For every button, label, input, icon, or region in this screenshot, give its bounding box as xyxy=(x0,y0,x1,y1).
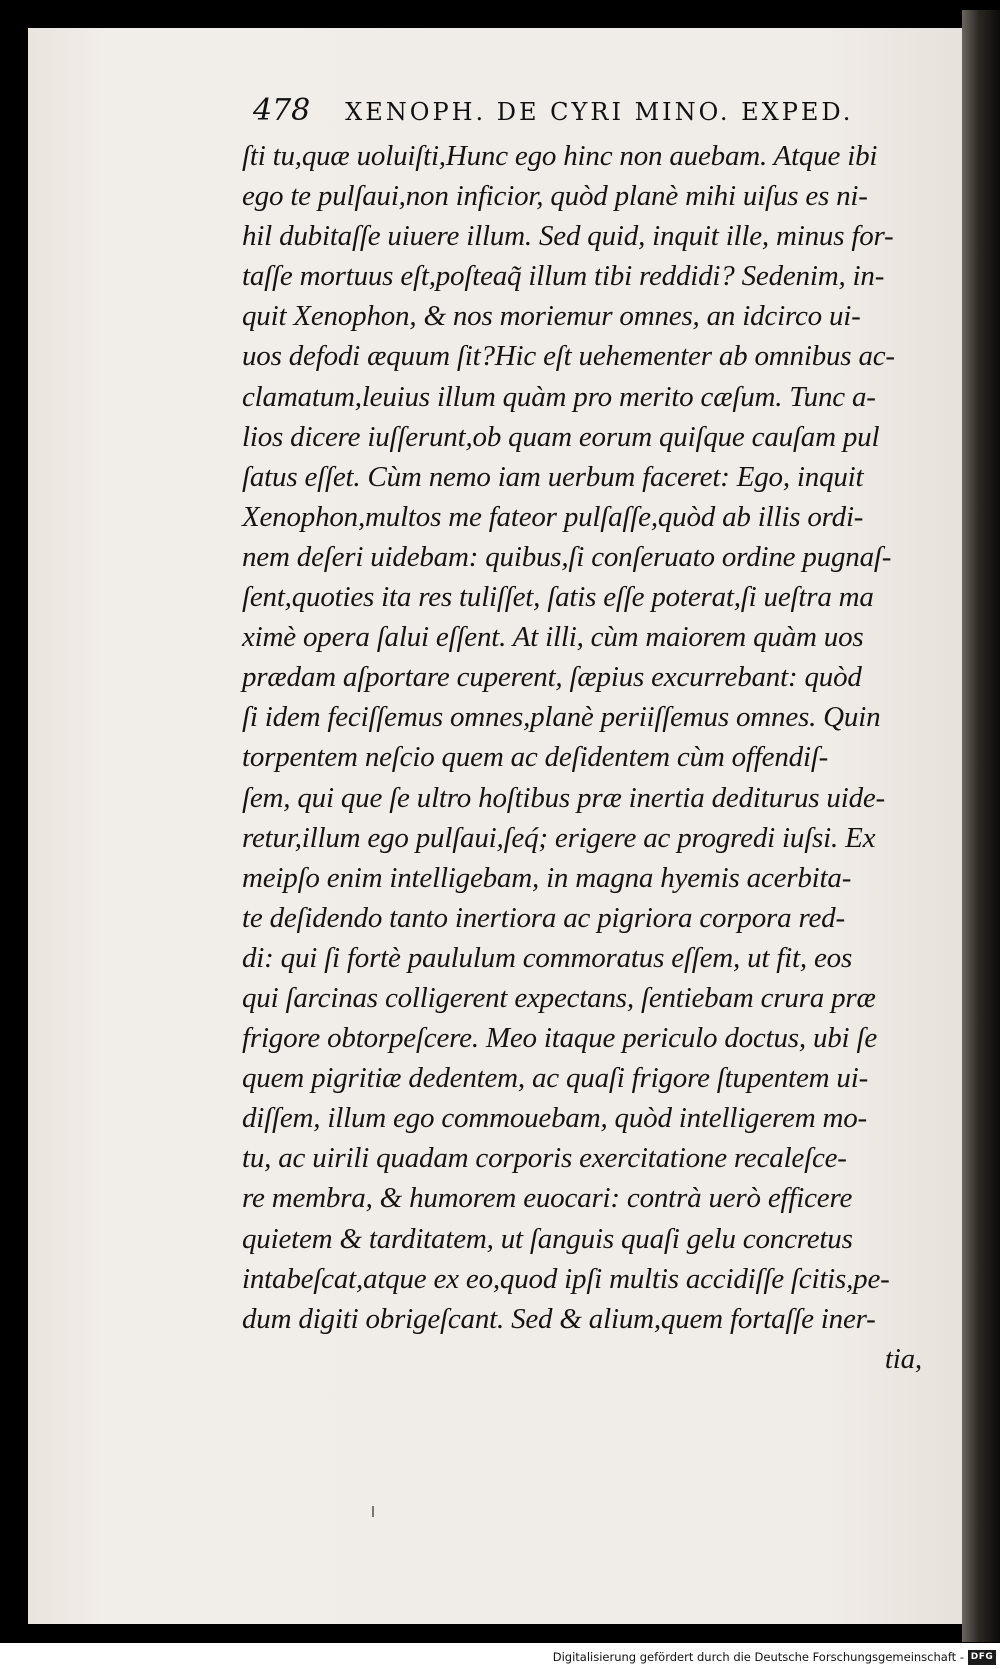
text-line: intabeſcat,atque ex eo,quod ipſi multis accidiſſe ſcitis,pe- xyxy=(242,1262,890,1295)
text-line: meipſo enim intelligebam, in magna hyemis acerbita- xyxy=(242,861,852,894)
text-line: ego te pulſaui,non inficior, quòd planè mihi uiſus es ni- xyxy=(242,180,868,213)
stray-mark xyxy=(372,1506,374,1517)
text-line: ximè opera ſalui eſſent. At illi, cùm maiorem quàm uos xyxy=(242,621,864,654)
text-line: re membra, & humorem euocari: contrà uerò efficere xyxy=(242,1182,853,1215)
text-line: ſem, qui que ſe ultro hoſtibus præ inertia dediturus uide- xyxy=(242,781,886,814)
text-line: Xenophon,multos me fateor pulſaſſe,quòd ab illis ordi- xyxy=(242,500,864,533)
text-line: ſti tu,quæ uoluiſti,Hunc ego hinc non auebam. Atque ibi xyxy=(242,140,878,172)
book-gutter xyxy=(962,10,1000,1642)
text-line: diſſem, illum ego commouebam, quòd intelligerem mo- xyxy=(242,1102,867,1135)
text-line: uos defodi æquum ſit?Hic eſt uehementer ab omnibus ac- xyxy=(242,340,895,373)
text-line: retur,illum ego pulſaui,ſeq́; erigere ac progredi iuſsi. Ex xyxy=(242,821,876,854)
text-line: clamatum,leuius illum quàm pro merito cæſum. Tunc a- xyxy=(242,380,876,413)
text-line: quit Xenophon, & nos moriemur omnes, an idcirco ui- xyxy=(242,300,861,333)
text-line: qui ſarcinas colligerent expectans, ſentiebam crura præ xyxy=(242,981,876,1014)
text-line: nem deſeri uidebam: quibus,ſi conſeruato ordine pugnaſ- xyxy=(242,540,892,573)
text-line: ſent,quoties ita res tuliſſet, ſatis eſſe poterat,ſi ueſtra ma xyxy=(242,581,874,614)
dfg-logo: DFG xyxy=(968,1650,996,1665)
text-line: dum digiti obrigeſcant. Sed & alium,quem fortaſſe iner- xyxy=(242,1302,876,1335)
text-line: hil dubitaſſe uiuere illum. Sed quid, inquit ille, minus for- xyxy=(242,220,894,253)
text-line: di: qui ſi fortè paululum commoratus eſſem, ut fit, eos xyxy=(242,941,853,974)
digitization-footer xyxy=(0,1643,1000,1669)
text-line: te deſidendo tanto inertiora ac pigriora corpora red- xyxy=(242,901,845,934)
text-line: torpentem neſcio quem ac deſidentem cùm offendiſ- xyxy=(242,741,829,774)
catchword: tia, xyxy=(884,1342,922,1375)
text-line: ſi idem feciſſemus omnes,planè periiſſemus omnes. Quin xyxy=(242,701,881,734)
page-number: 478 xyxy=(253,93,311,128)
text-line: lios dicere iuſſerunt,ob quam eorum quiſque cauſam pul xyxy=(242,420,880,453)
text-line: quem pigritiæ dedentem, ac quaſi frigore ſtupentem ui- xyxy=(242,1062,869,1095)
text-line: frigore obtorpeſcere. Meo itaque periculo doctus, ubi ſe xyxy=(242,1022,877,1055)
text-line: tu, ac uirili quadam corporis exercitatione recaleſce- xyxy=(242,1142,847,1175)
text-line: taſſe mortuus eſt,poſteaq̃ illum tibi reddidi? Sedenim, in- xyxy=(242,260,885,293)
text-line: quietem & tarditatem, ut ſanguis quaſi gelu concretus xyxy=(242,1222,853,1255)
text-line: prædam aſportare cuperent, ſæpius excurrebant: quòd xyxy=(242,661,862,694)
funding-credit: Digitalisierung gefördert durch die Deutsche Forschungsgemeinschaft - xyxy=(552,1650,964,1664)
page-header xyxy=(253,93,873,128)
text-line: ſatus eſſet. Cùm nemo iam uerbum faceret: Ego, inquit xyxy=(242,460,864,493)
body-text xyxy=(242,136,922,1379)
running-title: XENOPH. DE CYRI MINO. EXPED. xyxy=(345,98,854,126)
